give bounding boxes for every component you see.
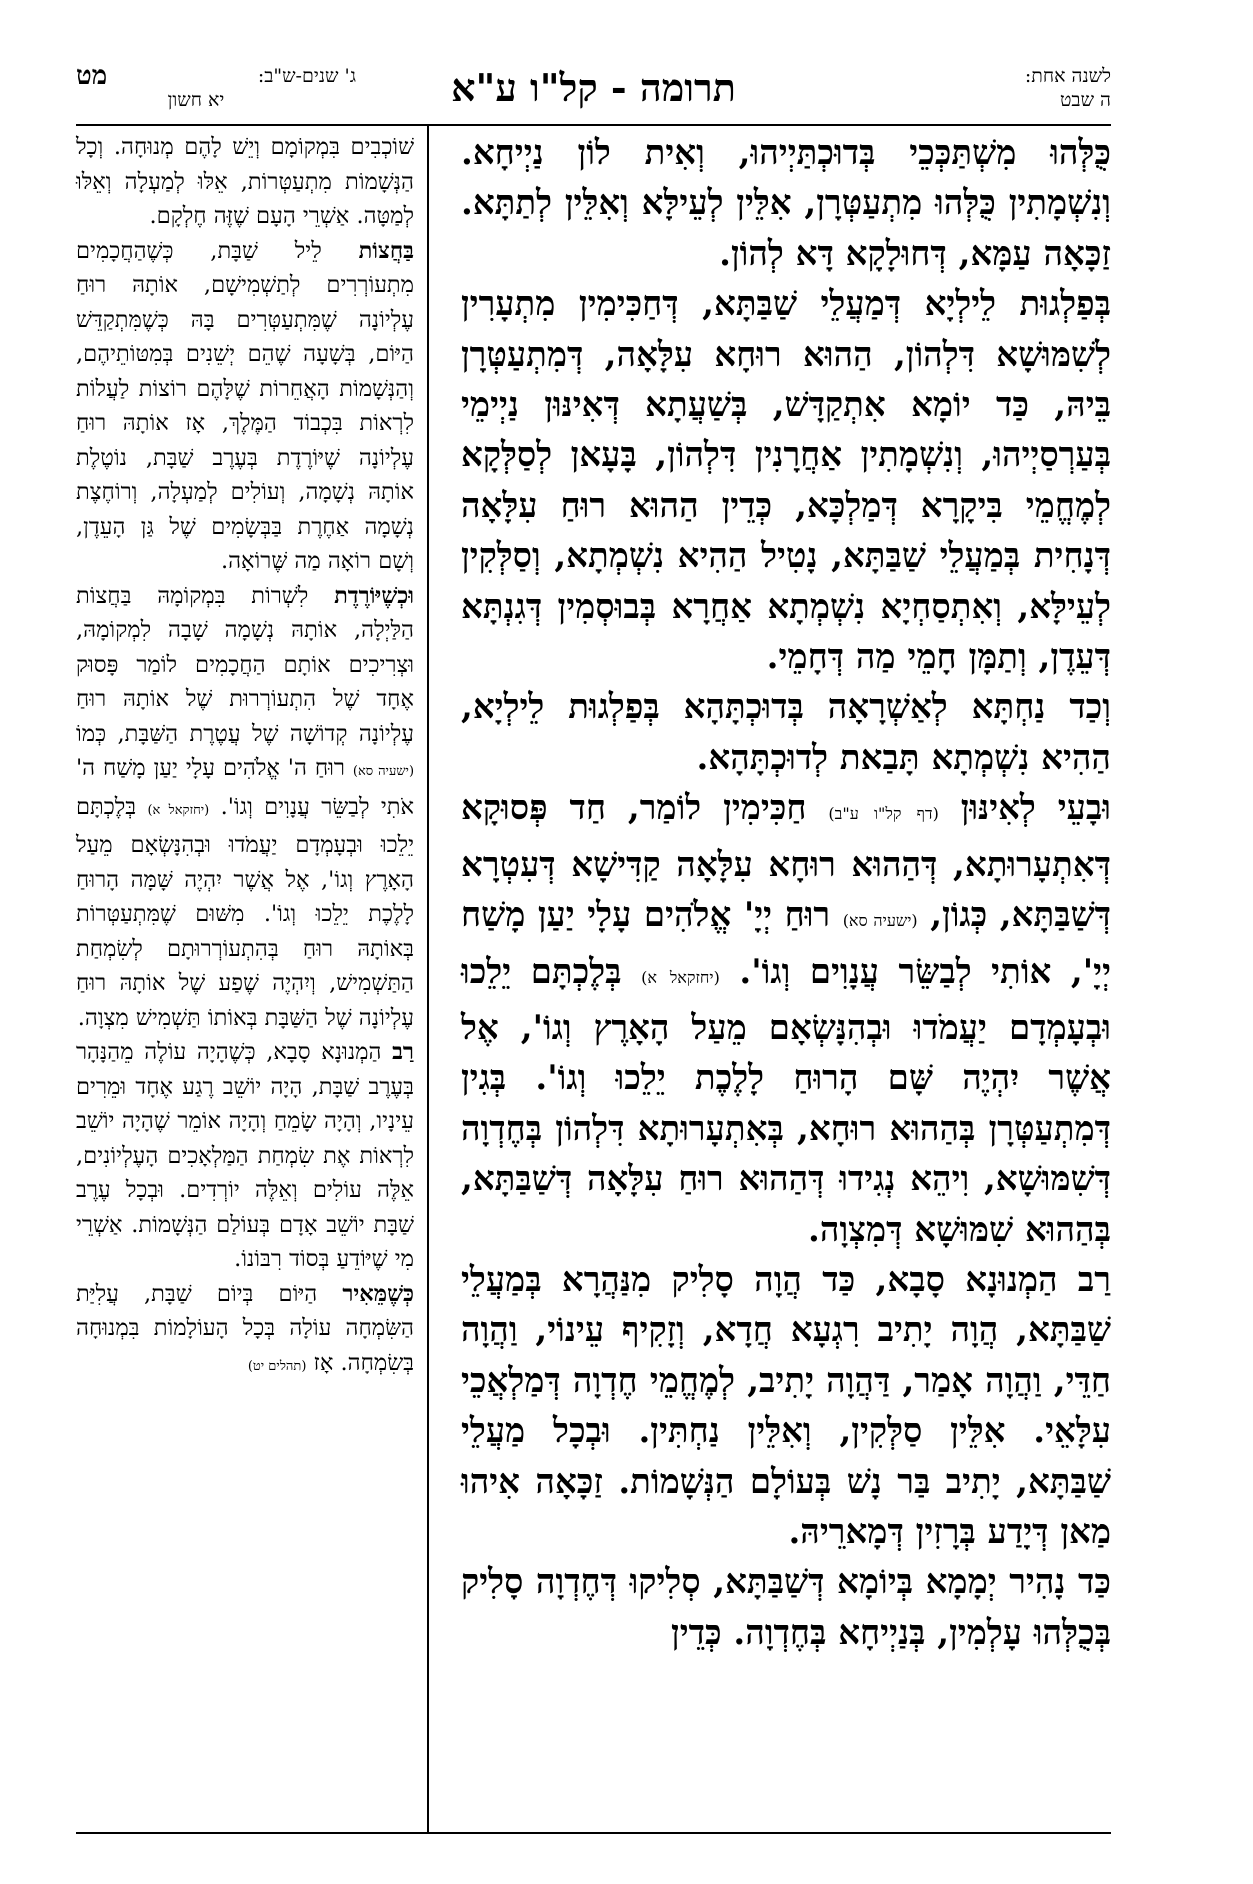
zohar-aramaic-column (461, 128, 1111, 1658)
header-three-year-study (76, 61, 356, 112)
side-text: רוּחַ ה' אֱלֹהִים עָלָי יַעַן מָשַׁח ה' אֹתִי לְבַשֵּׂר עֲנָוִים וְגוֹ'. (76, 755, 414, 820)
side-paragraph (76, 1035, 414, 1277)
main-paragraph: כֻּלְּהוּ מִשְׁתַּכְּכֵי בְּדוּכְתַּיְיהוּ, וְאִית לוֹן נַיְיחָא. וְנִשְׁמָתִין כֻּלְּהוּ מִתְעַטְּרָן, אִלֵּין לְעֵילָּא וְאִלֵּין לְתַתָּא. זַכָּאָה עַמָּא, דְּחוּלָקָא דָּא לְהוֹן. (461, 133, 1111, 274)
main-text: בְּלֶכְתָּם יֵלֵכוּ וּבְעָמְדָם יַעֲמֹדוּ וּבְהִנָּשְׂאָם מֵעַל הָאָרֶץ וְגוֹ', אֶל אֲשֶׁר יִהְיֶה שָּׁם הָרוּחַ לָלֶכֶת יֵלֵכוּ וְגוֹ'. בְּגִין דְּמִתְעַטְּרָן בְּהַהוּא רוּחָא, בְּאִתְעָרוּתָא דִּלְהוֹן בְּחֶדְוָה דְּשִׁמּוּשָׁא, וִיהֵא נְגִידוּ דְּהַהוּא רוּחַ עִלָּאָה דְּשַׁבַּתָּא, בְּהַהוּא שִׁמּוּשָׁא דְּמִצְוָה. (461, 951, 1111, 1250)
paragraph-lead-word: רַב (392, 1039, 414, 1065)
main-paragraph: רַב הַמְנוּנָא סָבָא, כַּד הֲוָה סָלִיק מִנַּהֲרָא בְּמַעֲלֵי שַׁבַּתָּא, הֲוָה יָתִיב רִגְעָא חֲדָא, וְזָקִיף עֵינוֹי, וַהֲוָה חַדֵּי, וַהֲוָה אָמַר, דַּהֲוָה יָתִיב, לְמֶחֱמֵי חֶדְוָה דְּמַלְאֲכֵי עִלָּאֵי. אִלֵּין סַלְּקִין, וְאִלֵּין נַחְתִּין. וּבְכָל מַעֲלֵי שַׁבַּתָּא, יָתִיב בַּר נָשׁ בְּעוֹלָם הַנְּשָׁמוֹת. זַכָּאָה אִיהוּ מַאן דְּיָדַע בְּרָזִין דְּמָארֵיהּ. (461, 1259, 1111, 1552)
verse-reference: (ישעיה סא) (352, 764, 415, 779)
main-text: וּבָעֵי לְאִינּוּן (960, 788, 1111, 829)
verse-reference: (יחזקאל א) (147, 802, 210, 818)
paragraph-lead-word: וּכְשֶׁיּוֹרֶדֶת (334, 582, 414, 609)
main-text: חַכִּימִין לוֹמַר, חַד פְּסוּקָא דְּאִתְעָרוּתָא, דְּהַהוּא רוּחָא עִלָּאָה קַדִּישָׁא דְּעִטְרָא דְּשַׁבַּתָּא, כְּגוֹן, (461, 788, 1112, 936)
page-title: תרומה - קל"ו ע"א (451, 65, 736, 110)
side-paragraph: שׁוֹכְבִים בִּמְקוֹמָם וְיֵשׁ לָהֶם מְנוּחָה. וְכָל הַנְּשָׁמוֹת מִתְעַטְּרוֹת, אֵלּוּ לְמַעְלָה וְאֵלּוּ לְמַטָּה. אַשְׁרֵי הָעָם שֶׁזֶּה חֶלְקָם. (76, 134, 414, 229)
header-three-year-date: יא חשון (167, 89, 225, 111)
main-paragraph: בְּפַלְגוּת לֵילְיָא דְּמַעֲלֵי שַׁבַּתָּא, דְּחַכִּימִין מִתְעָרִין לְשִׁמּוּשָׁא דִּלְהוֹן, הַהוּא רוּחָא עִלָּאָה, דְּמִתְעַטְּרָן בֵּיהּ, כַּד יוֹמָא אִתְקַדָּשׁ, בְּשַׁעֲתָא דְּאִינּוּן נַיְימֵי בְּעַרְסַיְיהוּ, וְנִשְׁמָתִין אַחֲרָנִין דִּלְהוֹן, בָּעָאן לְסַלְּקָא לְמֶחֱמֵי בִּיקָרָא דְּמַלְכָּא, כְּדֵין הַהוּא רוּחַ עִלָּאָה דְּנָחִית בְּמַעֲלֵי שַׁבַּתָּא, נָטִיל הַהִיא נִשְׁמְתָא, וְסַלְּקִין לְעֵילָּא, וְאִתְסַחְיָא נִשְׁמְתָא אַחֲרָא בְּבוּסְמִין דְּגִנְתָּא דְּעֵדֶן, וְתַמָּן חָמֵי מַה דְּחָמֵי. (461, 284, 1111, 678)
header-one-year-date: ה שבט (1059, 89, 1111, 111)
verse-reference: (יחזקאל א) (641, 967, 720, 987)
side-text: הַמְנוּנָא סָבָא, כְּשֶׁהָיָה עוֹלֶה מֵהַנָּהָר בְּעֶרֶב שַׁבָּת, הָיָה יוֹשֵׁב רֶגַע אֶחָד וּמֵרִים עֵינָיו, וְהָיָה שָׂמֵחַ וְהָיָה אוֹמֵר שֶׁהָיָה יוֹשֵׁב לִרְאוֹת אֶת שִׂמְחַת הַמַּלְאָכִים הָעֶלְיוֹנִים, אֵלֶּה עוֹלִים וְאֵלֶּה יוֹרְדִים. וּבְכָל עֶרֶב שַׁבָּת יוֹשֵׁב אָדָם בְּעוֹלַם הַנְּשָׁמוֹת. אַשְׁרֵי מִי שֶׁיּוֹדֵעַ בְּסוֹד רִבּוֹנוֹ. (76, 1039, 414, 1272)
column-divider (427, 124, 429, 1832)
side-paragraph (76, 234, 414, 579)
hebrew-translation-column (76, 130, 414, 1384)
paragraph-lead-word: כְּשֶׁמֵּאִיר (342, 1280, 414, 1307)
side-paragraph (76, 1277, 414, 1385)
side-paragraph (76, 579, 414, 1036)
daf-reference: (דף קל"ו ע"ב) (828, 804, 939, 824)
verse-reference: (ישעיה סא) (842, 911, 918, 931)
main-paragraph (461, 783, 1111, 1255)
main-paragraph: כַּד נָהִיר יְמָמָא בְּיוֹמָא דְּשַׁבַּתָּא, סְלִיקוּ דְּחֶדְוָה סָלִיק בְּכֻלְּהוּ עָלְמִין, בְּנַיְיחָא בְּחֶדְוָה. כְּדֵין (461, 1562, 1111, 1653)
side-text: בְּלֶכְתָּם יֵלֵכוּ וּבְעָמְדָם יַעֲמֹדוּ וּבְהִנָּשְׂאָם מֵעַל הָאָרֶץ וְגוֹ', אֶל אֲשֶׁר יִהְיֶה שָּׁמָּה הָרוּחַ לָלֶכֶת יֵלֵכוּ וְגוֹ'. מִשּׁוּם שֶׁמִּתְעַטְּרוֹת בְּאוֹתָהּ רוּחַ בְּהִתְעוֹרְרוּתָם לְשִׂמְחַת הַתַּשְׁמִישׁ, וְיִהְיֶה שֶׁפַע שֶׁל אוֹתָהּ רוּחַ עֶלְיוֹנָה שֶׁל הַשַּׁבָּת בְּאוֹתוֹ תַּשְׁמִישׁ מִצְוָה. (76, 793, 414, 1031)
footer-rule (76, 1832, 1111, 1834)
page-header (76, 62, 1111, 124)
verse-reference: (תהלים יט) (247, 1358, 307, 1374)
side-text: הַיּוֹם בְּיוֹם שַׁבָּת, עֲלִיַּת הַשִּׂמְחָה עוֹלָה בְּכָל הָעוֹלָמוֹת בִּמְנוּחָה בְּשִׂמְחָה. אָז (76, 1280, 414, 1376)
header-three-year-label: ג' שנים-ש"ב: (257, 65, 356, 87)
header-one-year-label: לשנה אחת: (1024, 65, 1111, 87)
header-rule (76, 124, 1111, 126)
paragraph-lead-word: בַּחֲצוֹת (358, 237, 414, 264)
main-text: רוּחַ יְיָ' אֱלֹהִים עָלָי יַעַן מָשַׁח יְיָ', אוֹתִי לְבַשֵּׂר עֲנָוִים וְגוֹ'. (461, 895, 1112, 992)
side-text: לֵיל שַׁבָּת, כְּשֶׁהַחֲכָמִים מִתְעוֹרְרִים לְתַשְׁמִישָׁם, אוֹתָהּ רוּחַ עֶלְיוֹנָה שֶׁמִּתְעַטְּרִים בָּהּ כְּשֶׁמִּתְקַדֵּשׁ הַיּוֹם, בְּשָׁעָה שֶׁהֵם יְשֵׁנִים בְּמִטּוֹתֵיהֶם, וְהַנְּשָׁמוֹת הָאֲחֵרוֹת שֶׁלָּהֶם רוֹצוֹת לַעֲלוֹת לִרְאוֹת בִּכְבוֹד הַמֶּלֶךְ, אָז אוֹתָהּ רוּחַ עֶלְיוֹנָה שֶׁיּוֹרֶדֶת בְּעֶרֶב שַׁבָּת, נוֹטֶלֶת אוֹתָהּ נְשָׁמָה, וְעוֹלִים לְמַעְלָה, וְרוֹחֶצֶת נְשָׁמָה אַחֶרֶת בַּבְּשָׂמִים שֶׁל גַּן הָעֵדֶן, וְשָׁם רוֹאָה מַה שֶּׁרוֹאָה. (76, 237, 414, 574)
side-text: לִשְׁרוֹת בִּמְקוֹמָהּ בַּחֲצוֹת הַלַּיְלָה, אוֹתָהּ נְשָׁמָה שָׁבָה לִמְקוֹמָהּ, וּצְרִיכִים אוֹתָם הַחֲכָמִים לוֹמַר פָּסוּק אֶחָד שֶׁל הִתְעוֹרְרוּת שֶׁל אוֹתָהּ רוּחַ עֶלְיוֹנָה קְדוֹשָׁה שֶׁל עֲטֶרֶת הַשַּׁבָּת, כְּמוֹ (76, 582, 414, 747)
main-paragraph: וְכַד נַחְתָּא לְאַשְׁרָאָה בְּדוּכְתָּהָא בְּפַלְגוּת לֵילְיָא, הַהִיא נִשְׁמְתָא תָּבַאת לְדוּכְתָּהָא. (461, 687, 1111, 778)
page-number: מט (76, 61, 108, 91)
